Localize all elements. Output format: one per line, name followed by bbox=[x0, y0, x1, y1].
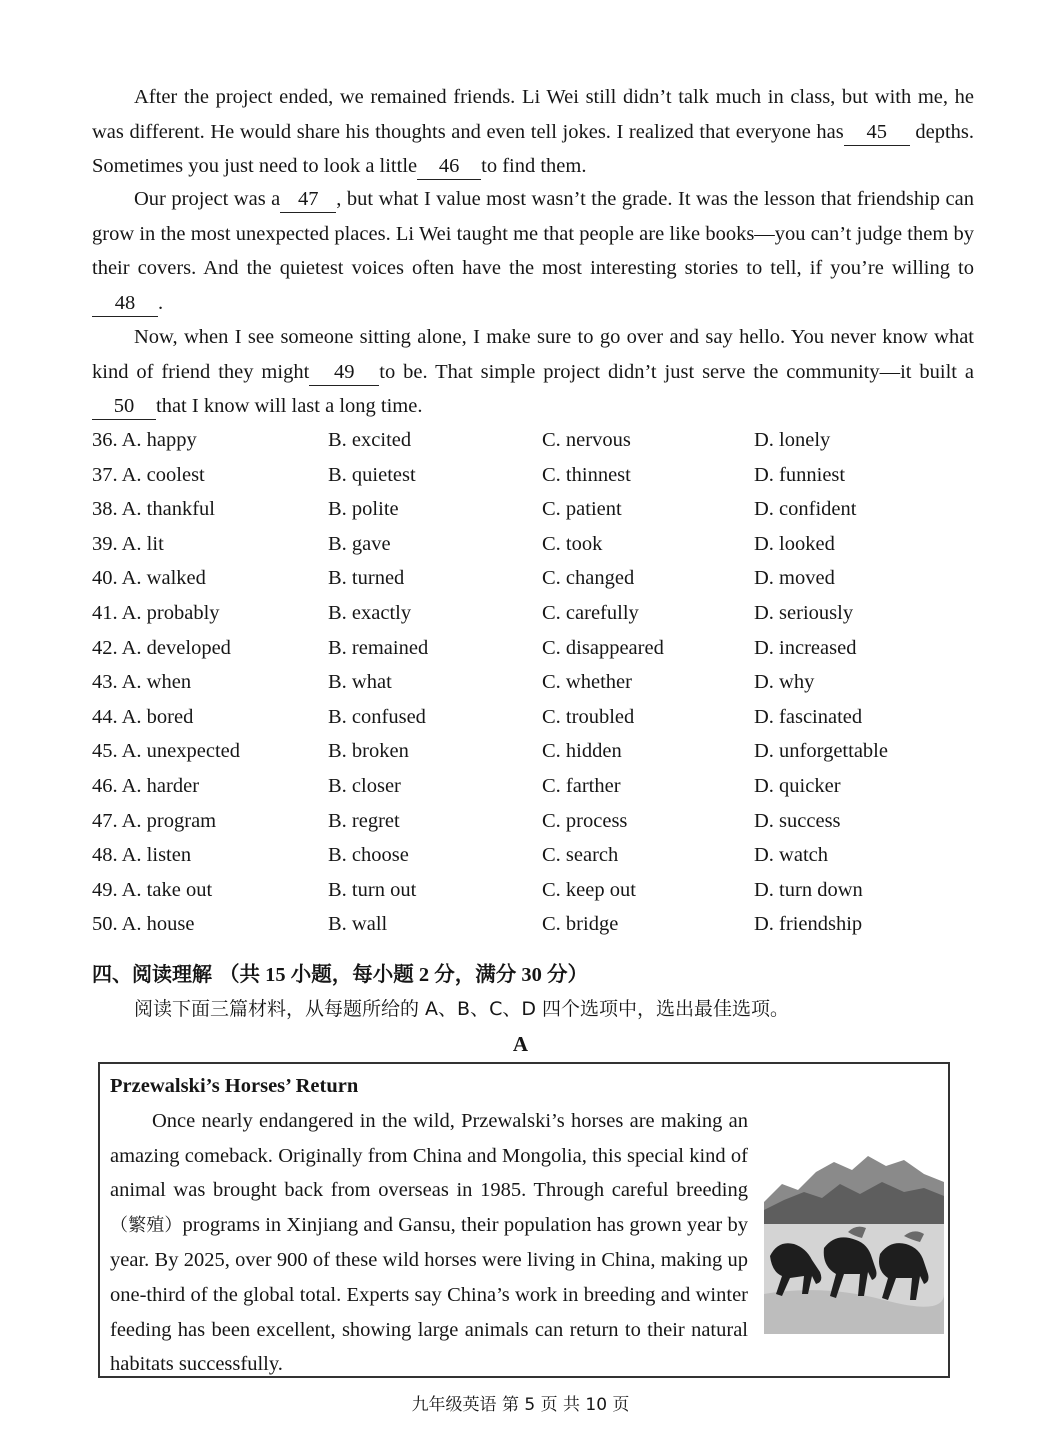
paragraph-3-text-a: Now, when I see someone sitting alone, I make sure to go over and say hello. You never know what kind of friend they might bbox=[92, 326, 974, 383]
option-d: D. fascinated bbox=[754, 705, 863, 728]
option-b: B. turned bbox=[328, 567, 405, 590]
option-b: B. broken bbox=[328, 740, 409, 763]
paragraph-2 bbox=[92, 182, 974, 320]
option-a: 43. A. when bbox=[92, 671, 192, 694]
option-c: C. bridge bbox=[542, 913, 619, 936]
option-d: D. friendship bbox=[754, 913, 863, 936]
option-row-40 bbox=[92, 561, 992, 596]
option-a: 46. A. harder bbox=[92, 774, 200, 797]
option-a: 39. A. lit bbox=[92, 532, 164, 555]
option-row-47 bbox=[92, 804, 992, 839]
option-row-36 bbox=[92, 423, 992, 458]
option-a: 49. A. take out bbox=[92, 878, 213, 901]
option-row-43 bbox=[92, 665, 992, 700]
option-row-42 bbox=[92, 631, 992, 666]
option-b: B. closer bbox=[328, 774, 401, 797]
option-b: B. gave bbox=[328, 532, 391, 555]
option-d: D. seriously bbox=[754, 601, 854, 624]
answer-options bbox=[92, 423, 992, 942]
option-b: B. choose bbox=[328, 844, 409, 867]
option-c: C. troubled bbox=[542, 705, 635, 728]
option-a: 37. A. coolest bbox=[92, 463, 205, 486]
section-title: 四、阅读理解 bbox=[92, 962, 212, 986]
option-a: 48. A. listen bbox=[92, 844, 192, 867]
option-c: C. whether bbox=[542, 671, 632, 694]
option-c: C. nervous bbox=[542, 429, 631, 451]
paragraph-2-text-a: Our project was a bbox=[134, 188, 281, 210]
option-d: D. unforgettable bbox=[754, 740, 888, 763]
option-row-49 bbox=[92, 873, 992, 908]
option-a: 50. A. house bbox=[92, 913, 195, 936]
option-d: D. watch bbox=[754, 844, 829, 867]
option-d: D. looked bbox=[754, 532, 835, 555]
option-d: D. funniest bbox=[754, 463, 846, 486]
option-c: C. keep out bbox=[542, 878, 636, 901]
option-c: C. changed bbox=[542, 567, 635, 590]
paragraph-3-text-c: that I know will last a long time. bbox=[156, 395, 423, 417]
option-a: 47. A. program bbox=[92, 809, 217, 832]
paragraph-2-text-c: . bbox=[158, 291, 164, 314]
option-row-39 bbox=[92, 527, 992, 562]
blank-49: 49 bbox=[309, 359, 379, 386]
paragraph-1-text-b: depths. Sometimes you just need to look a little bbox=[92, 120, 974, 177]
option-d: D. increased bbox=[754, 636, 857, 659]
paragraph-1 bbox=[92, 80, 974, 184]
option-row-37 bbox=[92, 458, 992, 493]
option-row-44 bbox=[92, 700, 992, 735]
option-d: D. why bbox=[754, 671, 815, 694]
option-b: B. what bbox=[328, 671, 392, 694]
passage-body bbox=[110, 1104, 748, 1382]
option-d: D. lonely bbox=[754, 429, 831, 451]
section-heading bbox=[92, 958, 588, 991]
blank-50: 50 bbox=[92, 393, 156, 420]
option-b: B. excited bbox=[328, 429, 412, 451]
paragraph-2-text-b: , but what I value most wasn’t the grade. It was the lesson that friendship can grow in the most unexpected places. Li Wei taught me that people are like books—you can’t judge them by their covers. And the quietest voices often have the most interesting stories to tell, if you’re willing to bbox=[92, 188, 974, 279]
option-a: 40. A. walked bbox=[92, 567, 206, 590]
option-a: 41. A. probably bbox=[92, 601, 220, 624]
option-c: C. carefully bbox=[542, 601, 639, 624]
option-b: B. turn out bbox=[328, 878, 417, 901]
paragraph-3 bbox=[92, 320, 974, 424]
blank-46: 46 bbox=[417, 153, 481, 180]
blank-47: 47 bbox=[280, 186, 336, 213]
option-a: 45. A. unexpected bbox=[92, 740, 241, 763]
paragraph-3-text-b: to be. That simple project didn’t just serve the community—it built a bbox=[379, 360, 974, 383]
option-d: D. success bbox=[754, 809, 841, 832]
option-b: B. quietest bbox=[328, 463, 416, 486]
section-score: （共 15 小题，每小题 2 分，满分 30 分） bbox=[218, 964, 588, 986]
passage-letter: A bbox=[512, 1032, 529, 1056]
option-d: D. confident bbox=[754, 498, 857, 521]
option-a: 44. A. bored bbox=[92, 705, 194, 728]
option-row-48 bbox=[92, 838, 992, 873]
option-c: C. disappeared bbox=[542, 636, 664, 659]
option-b: B. remained bbox=[328, 636, 429, 659]
option-row-41 bbox=[92, 596, 992, 631]
page-footer: 九年级英语 第 5 页 共 10 页 bbox=[411, 1395, 630, 1415]
paragraph-1-text-a: After the project ended, we remained friends. Li Wei still didn’t talk much in class, but with me, he was different. He would share his thoughts and even tell jokes. I realized that everyone has bbox=[92, 86, 974, 143]
passage-gloss: （繁殖） bbox=[110, 1214, 183, 1236]
option-b: B. wall bbox=[328, 913, 388, 936]
option-c: C. farther bbox=[542, 774, 621, 797]
option-a: 36. A. happy bbox=[92, 429, 197, 451]
paragraph-1-text-c: to find them. bbox=[481, 155, 587, 177]
option-c: C. process bbox=[542, 809, 628, 832]
option-row-46 bbox=[92, 769, 992, 804]
passage-body-text-a: Once nearly endangered in the wild, Przewalski’s horses are making an amazing comeback. Originally from China and Mongolia, this special kind of animal was brought back from overseas in 1985. Through careful breeding bbox=[110, 1110, 748, 1202]
option-a: 42. A. developed bbox=[92, 636, 231, 659]
passage-body-text-b: programs in Xinjiang and Gansu, their population has grown year by year. By 2025, over 900 of these wild horses were living in China, making up one-third of the global total. Experts say China’s work in breeding and winter feeding has been excellent, showing large animals can return to their natural habitats successfully. bbox=[110, 1213, 748, 1376]
option-d: D. quicker bbox=[754, 774, 841, 797]
option-row-38 bbox=[92, 492, 992, 527]
option-a: 38. A. thankful bbox=[92, 498, 215, 521]
section-instruction: 阅读下面三篇材料，从每题所给的 A、B、C、D 四个选项中，选出最佳选项。 bbox=[134, 998, 790, 1020]
option-row-45 bbox=[92, 734, 992, 769]
option-b: B. confused bbox=[328, 705, 426, 728]
option-c: C. thinnest bbox=[542, 463, 631, 486]
blank-48: 48 bbox=[92, 290, 158, 317]
option-d: D. turn down bbox=[754, 878, 863, 901]
horses-image bbox=[764, 1144, 944, 1334]
option-c: C. search bbox=[542, 844, 619, 867]
option-b: B. exactly bbox=[328, 601, 412, 624]
option-b: B. regret bbox=[328, 809, 400, 832]
option-c: C. patient bbox=[542, 498, 622, 521]
passage-a-box bbox=[98, 1062, 950, 1378]
option-c: C. hidden bbox=[542, 740, 622, 763]
option-row-50 bbox=[92, 907, 992, 942]
option-d: D. moved bbox=[754, 567, 835, 590]
option-b: B. polite bbox=[328, 498, 399, 521]
passage-title: Przewalski’s Horses’ Return bbox=[110, 1075, 359, 1097]
blank-45: 45 bbox=[844, 119, 910, 146]
option-c: C. took bbox=[542, 532, 603, 555]
